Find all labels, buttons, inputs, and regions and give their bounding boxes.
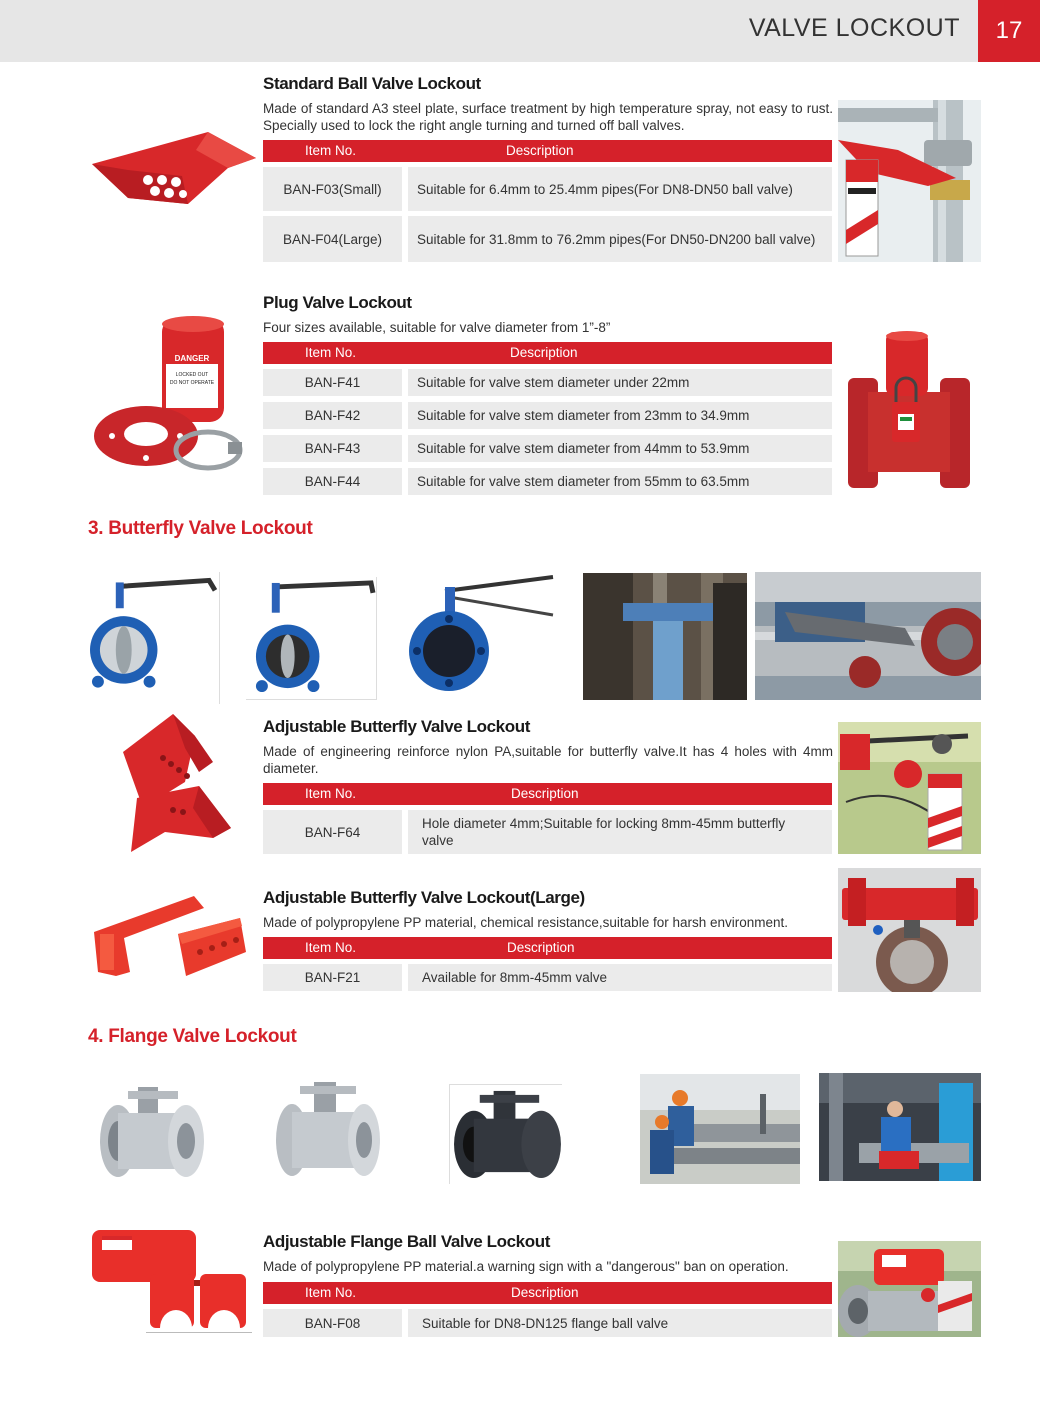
page-number: 17: [978, 0, 1040, 62]
table-header: [263, 140, 832, 162]
adjustable-butterfly-spec-table: [263, 783, 832, 854]
item-number: BAN-F44: [263, 468, 402, 495]
flange-valve-photo-1: [98, 1083, 206, 1181]
adjustable-butterfly-description: Made of engineering reinforce nylon PA,suitable for butterfly valve.It has 4 holes with 4mm diameter.: [263, 744, 833, 776]
ball-valve-installed-photo: [838, 100, 981, 262]
table-header: [263, 1282, 832, 1304]
ball-valve-lockout-image: [88, 128, 256, 210]
flange-ball-spec-table: [263, 1282, 832, 1337]
header-description: Description: [511, 1285, 579, 1300]
item-number: BAN-F04(Large): [263, 216, 402, 262]
adjustable-butterfly-large-description: Made of polypropylene PP material, chemical resistance,suitable for harsh environment.: [263, 915, 789, 930]
table-row: [263, 216, 832, 262]
item-description: Suitable for DN8-DN125 flange ball valve: [408, 1309, 832, 1337]
ball-valve-spec-table: [263, 140, 832, 262]
table-row: [263, 810, 832, 854]
item-description: Hole diameter 4mm;Suitable for locking 8mm-45mm butterfly valve: [408, 810, 832, 854]
adjustable-butterfly-large-title: Adjustable Butterfly Valve Lockout(Large): [263, 888, 585, 907]
item-description: Available for 8mm-45mm valve: [408, 964, 832, 991]
item-number: BAN-F64: [263, 810, 402, 854]
ball-valve-title: Standard Ball Valve Lockout: [263, 74, 481, 93]
adjustable-butterfly-large-installed-photo: [838, 868, 981, 992]
plug-valve-description: Four sizes available, suitable for valve diameter from 1”-8”: [263, 320, 611, 335]
table-header: [263, 342, 832, 364]
ball-valve-description: Made of standard A3 steel plate, surface treatment by high temperature spray, not easy to rust. Specially used to lock the right angle turning and turned off ball valves.: [263, 101, 833, 133]
adjustable-butterfly-installed-photo: [838, 722, 981, 854]
header-item-no: Item No.: [305, 1285, 357, 1300]
butterfly-valve-field-photo-2: [755, 572, 981, 700]
item-number: BAN-F43: [263, 435, 402, 462]
section-title-butterfly: 3. Butterfly Valve Lockout: [88, 518, 313, 539]
header-item-no: Item No.: [305, 786, 357, 801]
table-row: [263, 1309, 832, 1337]
table-row: [263, 369, 832, 396]
flange-valve-field-photo-2: [819, 1073, 981, 1181]
item-description: Suitable for valve stem diameter from 55mm to 63.5mm: [408, 468, 832, 495]
header-description: Description: [511, 786, 579, 801]
adjustable-butterfly-large-spec-table: [263, 937, 832, 991]
flange-ball-lockout-image: [90, 1222, 252, 1334]
flange-ball-installed-photo: [838, 1241, 981, 1337]
item-number: BAN-F42: [263, 402, 402, 429]
flange-ball-title: Adjustable Flange Ball Valve Lockout: [263, 1232, 550, 1251]
header-item-no: Item No.: [305, 345, 357, 360]
table-header: [263, 783, 832, 805]
plug-valve-installed-photo: [844, 330, 974, 495]
flange-valve-photo-2: [274, 1080, 382, 1180]
table-row: [263, 435, 832, 462]
adjustable-butterfly-title: Adjustable Butterfly Valve Lockout: [263, 717, 530, 736]
item-description: Suitable for valve stem diameter from 44mm to 53.9mm: [408, 435, 832, 462]
flange-valve-photo-3: [449, 1084, 562, 1184]
item-description: Suitable for 6.4mm to 25.4mm pipes(For DN8-DN50 ball valve): [408, 167, 832, 211]
adjustable-butterfly-large-lockout-image: [90, 892, 248, 984]
table-row: [263, 964, 832, 991]
butterfly-valve-photo-2: [246, 577, 377, 700]
butterfly-valve-photo-1: [90, 572, 220, 704]
item-description: Suitable for valve stem diameter from 23mm to 34.9mm: [408, 402, 832, 429]
item-number: BAN-F41: [263, 369, 402, 396]
table-row: [263, 468, 832, 495]
header-description: Description: [506, 143, 574, 158]
plug-sign-heading: DANGER: [174, 354, 210, 363]
flange-ball-description: Made of polypropylene PP material.a warning sign with a "dangerous" ban on operation.: [263, 1259, 789, 1274]
header-description: Description: [510, 345, 578, 360]
header-title: VALVE LOCKOUT: [748, 14, 960, 42]
plug-valve-lockout-image: [88, 316, 256, 478]
butterfly-valve-photo-3: [405, 575, 555, 700]
butterfly-valve-field-photo-1: [583, 573, 747, 700]
flange-valve-field-photo-1: [640, 1074, 800, 1184]
plug-sign-line-1: LOCKED OUT: [175, 372, 209, 378]
header-description: Description: [507, 940, 575, 955]
page-header: [0, 0, 1040, 62]
header-item-no: Item No.: [305, 940, 357, 955]
table-row: [263, 167, 832, 211]
plug-valve-title: Plug Valve Lockout: [263, 293, 412, 312]
item-number: BAN-F21: [263, 964, 402, 991]
adjustable-butterfly-lockout-image: [103, 712, 238, 860]
section-title-flange: 4. Flange Valve Lockout: [88, 1026, 297, 1047]
table-row: [263, 402, 832, 429]
item-description: Suitable for 31.8mm to 76.2mm pipes(For DN50-DN200 ball valve): [408, 216, 832, 262]
item-number: BAN-F03(Small): [263, 167, 402, 211]
table-header: [263, 937, 832, 959]
plug-valve-spec-table: [263, 342, 832, 495]
item-description: Suitable for valve stem diameter under 22mm: [408, 369, 832, 396]
plug-sign-line-2: DO NOT OPERATE: [169, 380, 215, 386]
header-item-no: Item No.: [305, 143, 357, 158]
item-number: BAN-F08: [263, 1309, 402, 1337]
